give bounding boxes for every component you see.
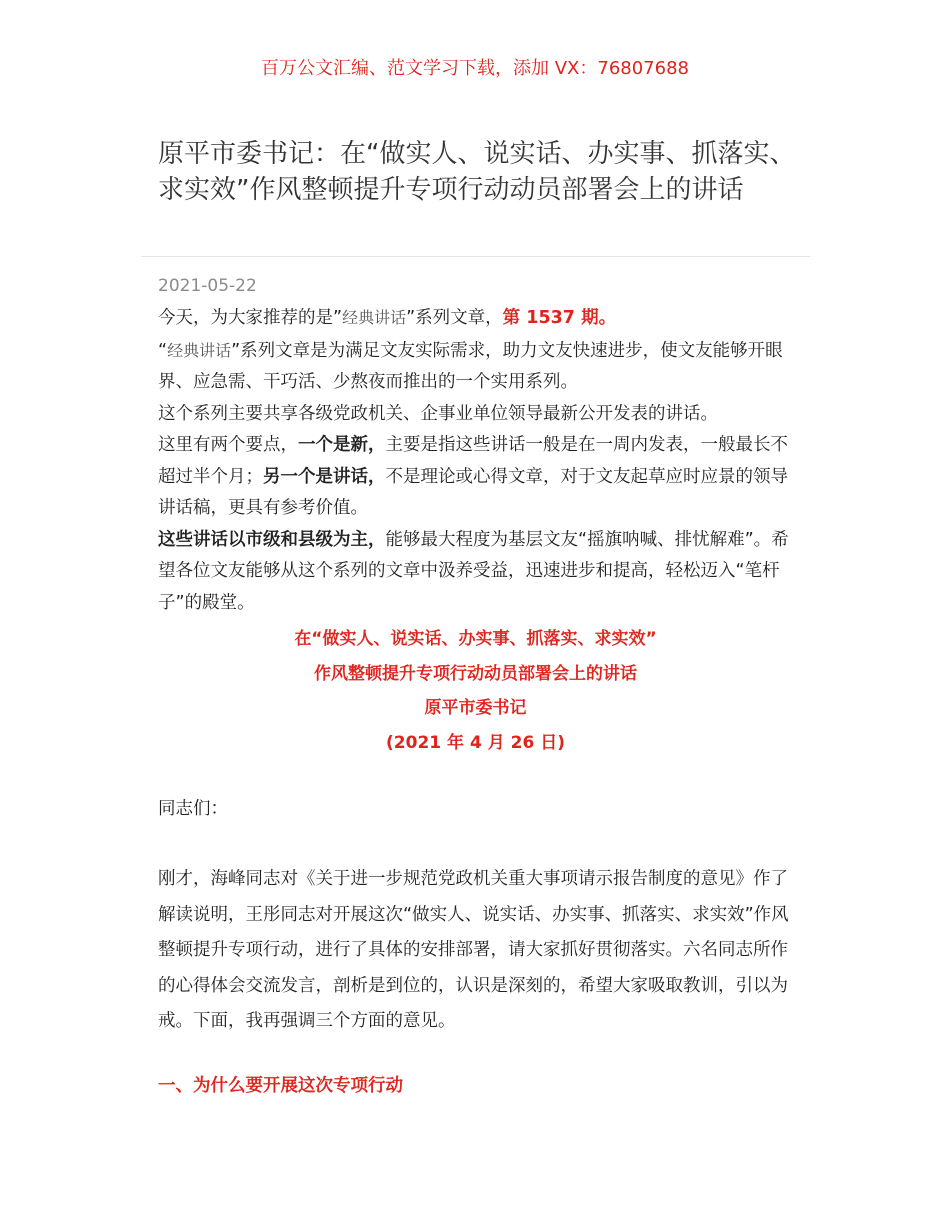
intro-text: ”系列文章是为满足文友实际需求，助力文友快速进步，使文友能够开眼界、应急需、干巧活、少熬夜而推出的一个实用系列。	[158, 340, 783, 392]
intro-text: 主要是指这些讲话一般是在一周内发表，一般最长不超过半个月；	[158, 435, 788, 487]
intro-paragraph-3: 这个系列主要共享各级党政机关、企事业单位领导最新公开发表的讲话。	[158, 403, 718, 424]
intro-paragraph-1	[158, 302, 798, 335]
salutation: 同志们：	[158, 799, 228, 819]
series-name: 经典讲话	[342, 308, 407, 327]
series-name: 经典讲话	[167, 340, 232, 360]
speech-date: (2021 年 4 月 26 日)	[386, 732, 565, 753]
key-point: 另一个是讲话，	[263, 466, 386, 487]
article-title: 原平市委书记：在“做实人、说实话、办实事、抓落实、求实效”作风整顿提升专项行动动员部署会上的讲话	[158, 139, 796, 205]
title-divider	[141, 256, 810, 257]
issue-number: 第 1537 期。	[502, 308, 617, 328]
key-point: 一个是新，	[298, 435, 386, 455]
section-heading-1: 一、为什么要开展这次专项行动	[158, 1076, 403, 1096]
intro-text: “	[158, 340, 168, 361]
publish-date: 2021-05-22	[158, 276, 257, 296]
speech-paragraph-1: 刚才，海峰同志对《关于进一步规范党政机关重大事项请示报告制度的意见》作了解读说明，王彤同志对开展这次“做实人、说实话、办实事、抓落实、求实效”作风整顿提升专项行动，进行了具体的安排部署，请大家抓好贯彻落实。六名同志所作的心得体会交流发言，剖析是到位的，认识是深刻的，希望大家吸取教训，引以为戒。下面，我再强调三个方面的意见。	[158, 869, 789, 1031]
intro-text: ”系列文章，	[406, 308, 503, 328]
intro-text: 今天，为大家推荐的是”	[158, 308, 343, 328]
speech-heading-line-2: 作风整顿提升专项行动动员部署会上的讲话	[314, 663, 637, 684]
watermark-banner: 百万公文汇编、范文学习下载，添加 VX：76807688	[261, 58, 689, 79]
intro-text: 这里有两个要点，	[158, 435, 298, 455]
speaker-title: 原平市委书记	[424, 698, 527, 718]
intro-section	[158, 302, 798, 619]
speech-heading-line-1: 在“做实人、说实话、办实事、抓落实、求实效”	[294, 629, 657, 649]
intro-paragraph-2	[158, 335, 798, 399]
intro-text: 能够最大程度为基层文友“摇旗呐喊、排忧解难”。希望各位文友能够从这个系列的文章中汲养受益，迅速进步和提高，轻松迈入“笔杆子”的殿堂。	[158, 529, 789, 613]
intro-paragraph-5	[158, 525, 798, 620]
key-point: 这些讲话以市级和县级为主，	[158, 529, 386, 550]
intro-paragraph-4	[158, 430, 798, 525]
speech-heading-block	[158, 622, 793, 760]
intro-text: 不是理论或心得文章，对于文友起草应时应景的领导讲话稿，更具有参考价值。	[158, 466, 788, 518]
